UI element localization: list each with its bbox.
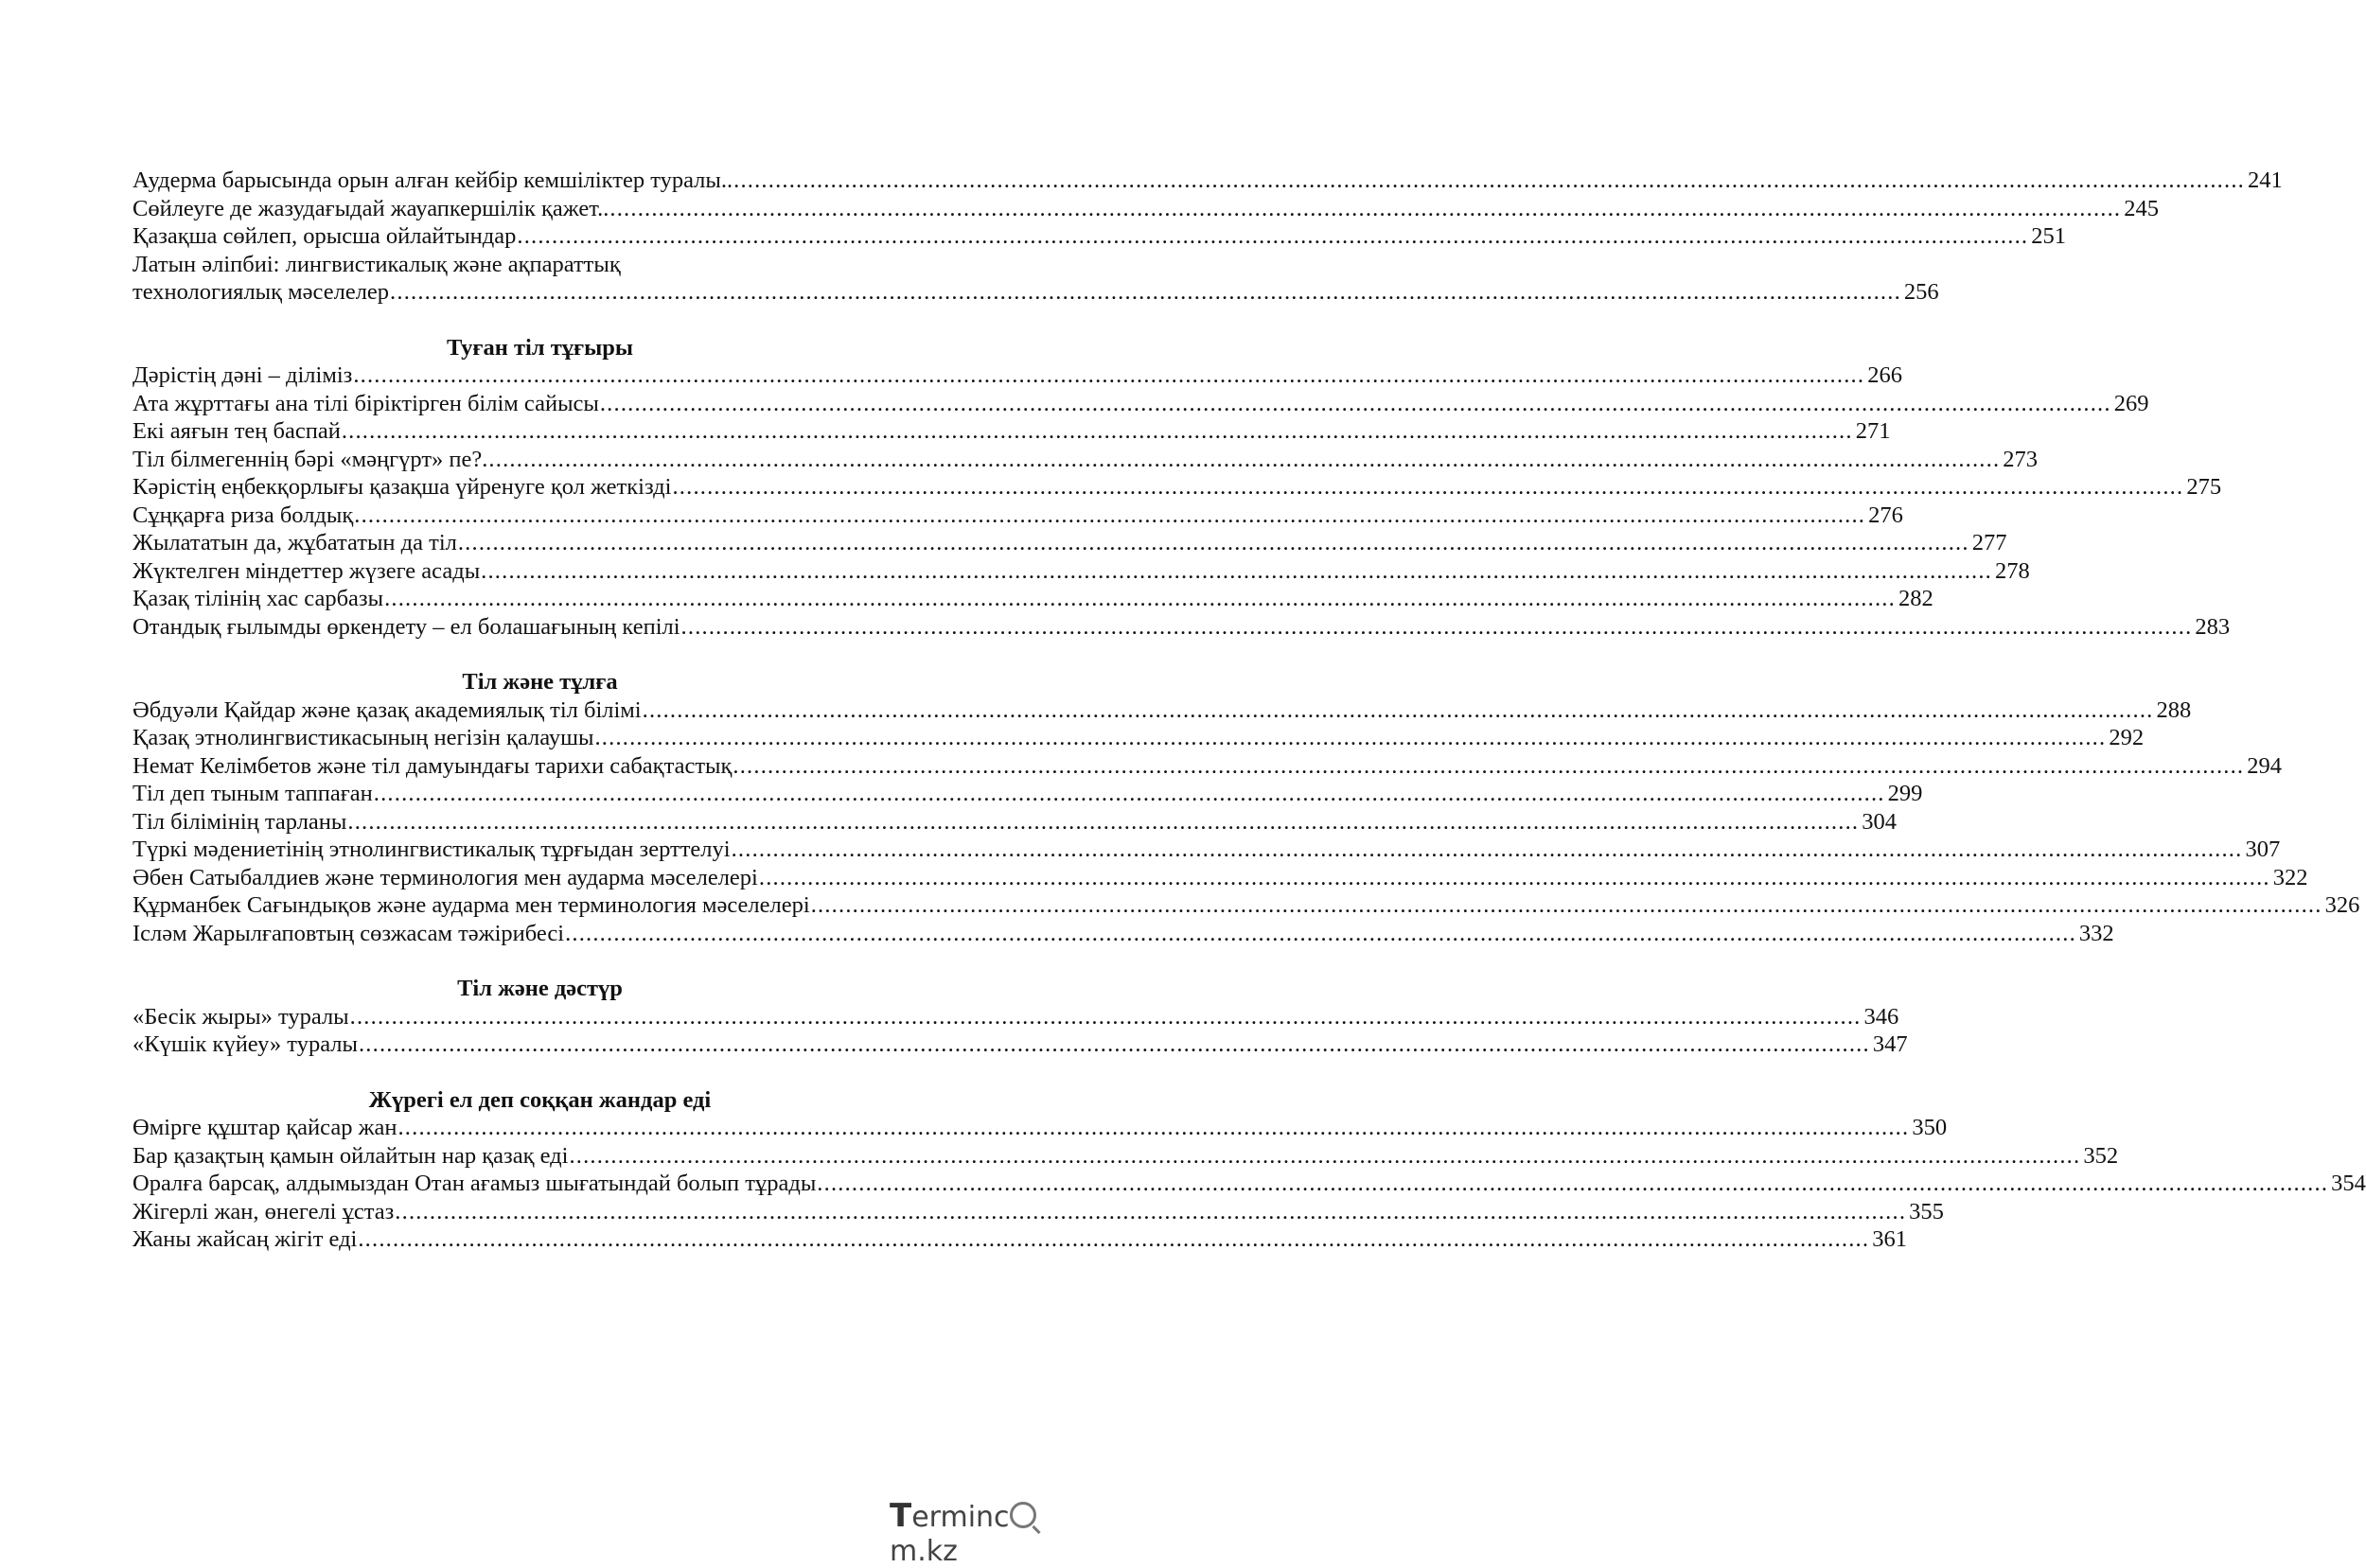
- leader-dots: [389, 278, 1904, 307]
- toc-entry[interactable]: [132, 417, 1891, 446]
- toc-entry-page: 273: [2003, 446, 2039, 472]
- toc-entry[interactable]: [132, 1170, 2366, 1198]
- leader-dots: [394, 1198, 1909, 1226]
- toc-entry-page: 275: [2186, 474, 2222, 500]
- toc-entry[interactable]: [132, 613, 2231, 642]
- toc-entry[interactable]: [132, 1142, 2119, 1171]
- toc-entry-page: 299: [1887, 781, 1923, 806]
- toc-entry[interactable]: [132, 390, 2149, 418]
- toc-entry-page: 288: [2156, 696, 2192, 723]
- toc-entry[interactable]: [132, 808, 1897, 837]
- toc-entry-title: Аудерма барысында орын алған кейбір кемшіліктер туралы..: [132, 167, 733, 193]
- toc-entry-title: Тіл білмегеннің бәрі «мәңгүрт» пе?.: [132, 446, 488, 472]
- toc-entry-page: 352: [2083, 1142, 2119, 1169]
- toc-entry[interactable]: [132, 1031, 1908, 1059]
- toc-entry[interactable]: [132, 167, 2283, 195]
- table-of-contents: [132, 167, 2366, 1254]
- toc-entry[interactable]: [132, 222, 2066, 251]
- leader-dots: [568, 1142, 2083, 1171]
- toc-entry-page: 251: [2031, 223, 2066, 249]
- toc-entry-title: Құрманбек Сағындықов және аударма мен терминология мәселелері: [132, 892, 810, 918]
- leader-dots: [593, 724, 2109, 752]
- leader-dots: [457, 529, 1972, 557]
- toc-entry[interactable]: [132, 724, 2145, 752]
- leader-dots: [816, 1170, 2331, 1198]
- toc-entry-page: 350: [1912, 1115, 1948, 1140]
- watermark-first-letter: T: [890, 1497, 912, 1535]
- toc-entry-title: Жылататын да, жұбататын да тіл: [132, 530, 457, 555]
- toc-entry[interactable]: [132, 473, 2222, 502]
- toc-entry[interactable]: [132, 529, 2007, 557]
- leader-dots: [731, 836, 2246, 864]
- toc-entry-page: 307: [2245, 837, 2281, 862]
- leader-dots: [349, 1003, 1864, 1031]
- toc-entry[interactable]: [132, 1114, 1948, 1142]
- toc-entry-title: Ісләм Жарылғаповтың сөзжасам тәжірибесі: [132, 920, 565, 946]
- toc-entry[interactable]: [132, 585, 1933, 613]
- toc-entry-page: 292: [2109, 725, 2145, 750]
- toc-entry-page: 277: [1971, 530, 2007, 555]
- leader-dots: [352, 361, 1867, 390]
- toc-entry[interactable]: [132, 780, 1923, 808]
- leader-dots: [758, 864, 2273, 892]
- leader-dots: [397, 1114, 1912, 1142]
- section-heading: Туған тіл тұғыры: [447, 334, 633, 361]
- toc-entry-page: 245: [2124, 195, 2160, 221]
- toc-entry-title: Әбен Сатыбалдиев және терминология мен аударма мәселелері: [132, 864, 758, 890]
- toc-entry-page: 304: [1862, 808, 1897, 835]
- leader-dots: [732, 752, 2247, 781]
- toc-entry-title: Бар қазақтың қамын ойлайтын нар қазақ еді: [132, 1142, 569, 1169]
- toc-entry-title: Қазақ этнолингвистикасының негізін қалаушы: [132, 725, 594, 750]
- toc-entry-page: 241: [2247, 167, 2283, 193]
- toc-entry[interactable]: [132, 752, 2283, 781]
- leader-dots: [599, 390, 2114, 418]
- magnifier-icon: [1010, 1502, 1036, 1528]
- toc-entry[interactable]: [132, 278, 1939, 307]
- section-heading: Тіл және тұлға: [462, 669, 618, 695]
- leader-dots: [564, 920, 2079, 948]
- toc-entry[interactable]: [132, 891, 2360, 920]
- toc-entry-page: 282: [1898, 586, 1933, 611]
- leader-dots: [358, 1031, 1873, 1059]
- toc-entry-title: Жаны жайсаң жігіт еді: [132, 1226, 358, 1252]
- toc-entry-title: Екі аяғын тең баспай: [132, 418, 341, 444]
- toc-entry[interactable]: [132, 1198, 1944, 1226]
- section-list: [132, 1114, 2366, 1254]
- toc-entry-title: Немат Келімбетов және тіл дамуындағы тарихи сабақтастық: [132, 752, 733, 779]
- leader-dots: [609, 195, 2124, 223]
- toc-entry-page: 294: [2247, 752, 2283, 779]
- leader-dots: [516, 222, 2031, 251]
- toc-entry-title: Отандық ғылымды өркендету – ел болашағының кепілі: [132, 613, 680, 640]
- section-list: [132, 1003, 1908, 1059]
- toc-entry[interactable]: [132, 920, 2114, 948]
- toc-entry-title: Қазақша сөйлеп, орысша ойлайтындар: [132, 223, 517, 249]
- toc-entry[interactable]: [132, 502, 1903, 530]
- toc-entry-title: Дәрістің дәні – діліміз: [132, 362, 353, 388]
- toc-entry-page: 354: [2331, 1171, 2366, 1196]
- toc-entry-page: 347: [1872, 1031, 1908, 1057]
- section-heading: Тіл және дәстүр: [457, 976, 623, 1001]
- section-list: [132, 361, 2231, 641]
- toc-entry-title: Өмірге құштар қайсар жан: [132, 1115, 397, 1140]
- section-list: [132, 696, 2360, 948]
- toc-entry-title: Тіл білімінің тарланы: [132, 808, 347, 835]
- toc-entry-page: 256: [1903, 279, 1939, 305]
- leader-dots: [346, 808, 1862, 837]
- toc-entry-first-line: Латын әліпбиі: лингвистикалық және ақпараттық: [132, 251, 621, 277]
- toc-entry-page: 361: [1872, 1226, 1907, 1252]
- leader-dots: [810, 891, 2325, 920]
- leader-dots: [353, 502, 1868, 530]
- toc-entry-page: 271: [1855, 418, 1891, 444]
- toc-entry[interactable]: [132, 1225, 1907, 1254]
- leader-dots: [373, 780, 1888, 808]
- toc-entry[interactable]: [132, 195, 2160, 223]
- toc-entry-page: 278: [1995, 557, 2030, 584]
- toc-entry-title: Ата жұрттағы ана тілі біріктірген білім сайысы: [132, 390, 599, 416]
- termincom-watermark-logo: [890, 1497, 1096, 1568]
- toc-entry-title: Сөйлеуге де жазудағыдай жауапкершілік қажет..: [132, 195, 609, 221]
- leader-dots: [733, 167, 2248, 195]
- toc-entry-title: Кәрістің еңбекқорлығы қазақша үйренуге қол жеткізді: [132, 474, 672, 500]
- leader-dots: [642, 696, 2157, 725]
- toc-entry-page: 283: [2195, 613, 2231, 640]
- toc-entry[interactable]: [132, 446, 2039, 474]
- toc-entry[interactable]: [132, 361, 1902, 390]
- toc-entry-title: Түркі мәдениетінің этнолингвистикалық тұрғыдан зерттелуі: [132, 837, 731, 862]
- watermark-end: m.kz: [890, 1535, 958, 1568]
- leader-dots: [671, 473, 2186, 502]
- toc-entry-page: 332: [2078, 920, 2114, 946]
- toc-entry-title: Жүктелген міндеттер жүзеге асады: [132, 557, 481, 584]
- toc-entry-title: «Күшік күйеу» туралы: [132, 1031, 358, 1057]
- toc-entry-page: 266: [1867, 362, 1902, 388]
- watermark-middle: erminc: [911, 1501, 1010, 1534]
- leader-dots: [480, 557, 1995, 586]
- toc-entry[interactable]: [132, 1003, 1899, 1031]
- toc-entry-title: «Бесік жыры» туралы: [132, 1003, 349, 1030]
- toc-entry-title: технологиялық мәселелер: [132, 279, 390, 305]
- toc-entry-page: 346: [1863, 1003, 1899, 1030]
- toc-entry-title: Оралға барсақ, алдымыздан Отан ағамыз шығатындай болып тұрады: [132, 1171, 817, 1196]
- toc-entry-page: 355: [1909, 1198, 1944, 1224]
- toc-entry[interactable]: [132, 864, 2308, 892]
- leader-dots: [383, 585, 1898, 613]
- toc-entry-title: Тіл деп тыным таппаған: [132, 781, 373, 806]
- toc-entry-page: 276: [1868, 502, 1903, 528]
- toc-entry-title: Қазақ тілінің хас сарбазы: [132, 586, 384, 611]
- toc-entry-title: Жігерлі жан, өнегелі ұстаз: [132, 1198, 395, 1224]
- toc-entry[interactable]: [132, 696, 2192, 725]
- leader-dots: [357, 1225, 1872, 1254]
- leader-dots: [341, 417, 1856, 446]
- leader-dots: [680, 613, 2196, 642]
- toc-entry-page: 269: [2113, 390, 2149, 416]
- toc-entry[interactable]: [132, 557, 2030, 586]
- toc-entry[interactable]: [132, 836, 2281, 864]
- section-heading: Жүрегі ел деп соққан жандар еді: [368, 1086, 712, 1113]
- toc-entry-title: Сұңқарға риза болдық: [132, 502, 354, 528]
- toc-entry-page: 322: [2272, 864, 2308, 890]
- toc-entry-title: Әбдуәли Қайдар және қазақ академиялық тіл білімі: [132, 696, 642, 723]
- toc-entry-page: 326: [2324, 892, 2360, 918]
- leader-dots: [487, 446, 2003, 474]
